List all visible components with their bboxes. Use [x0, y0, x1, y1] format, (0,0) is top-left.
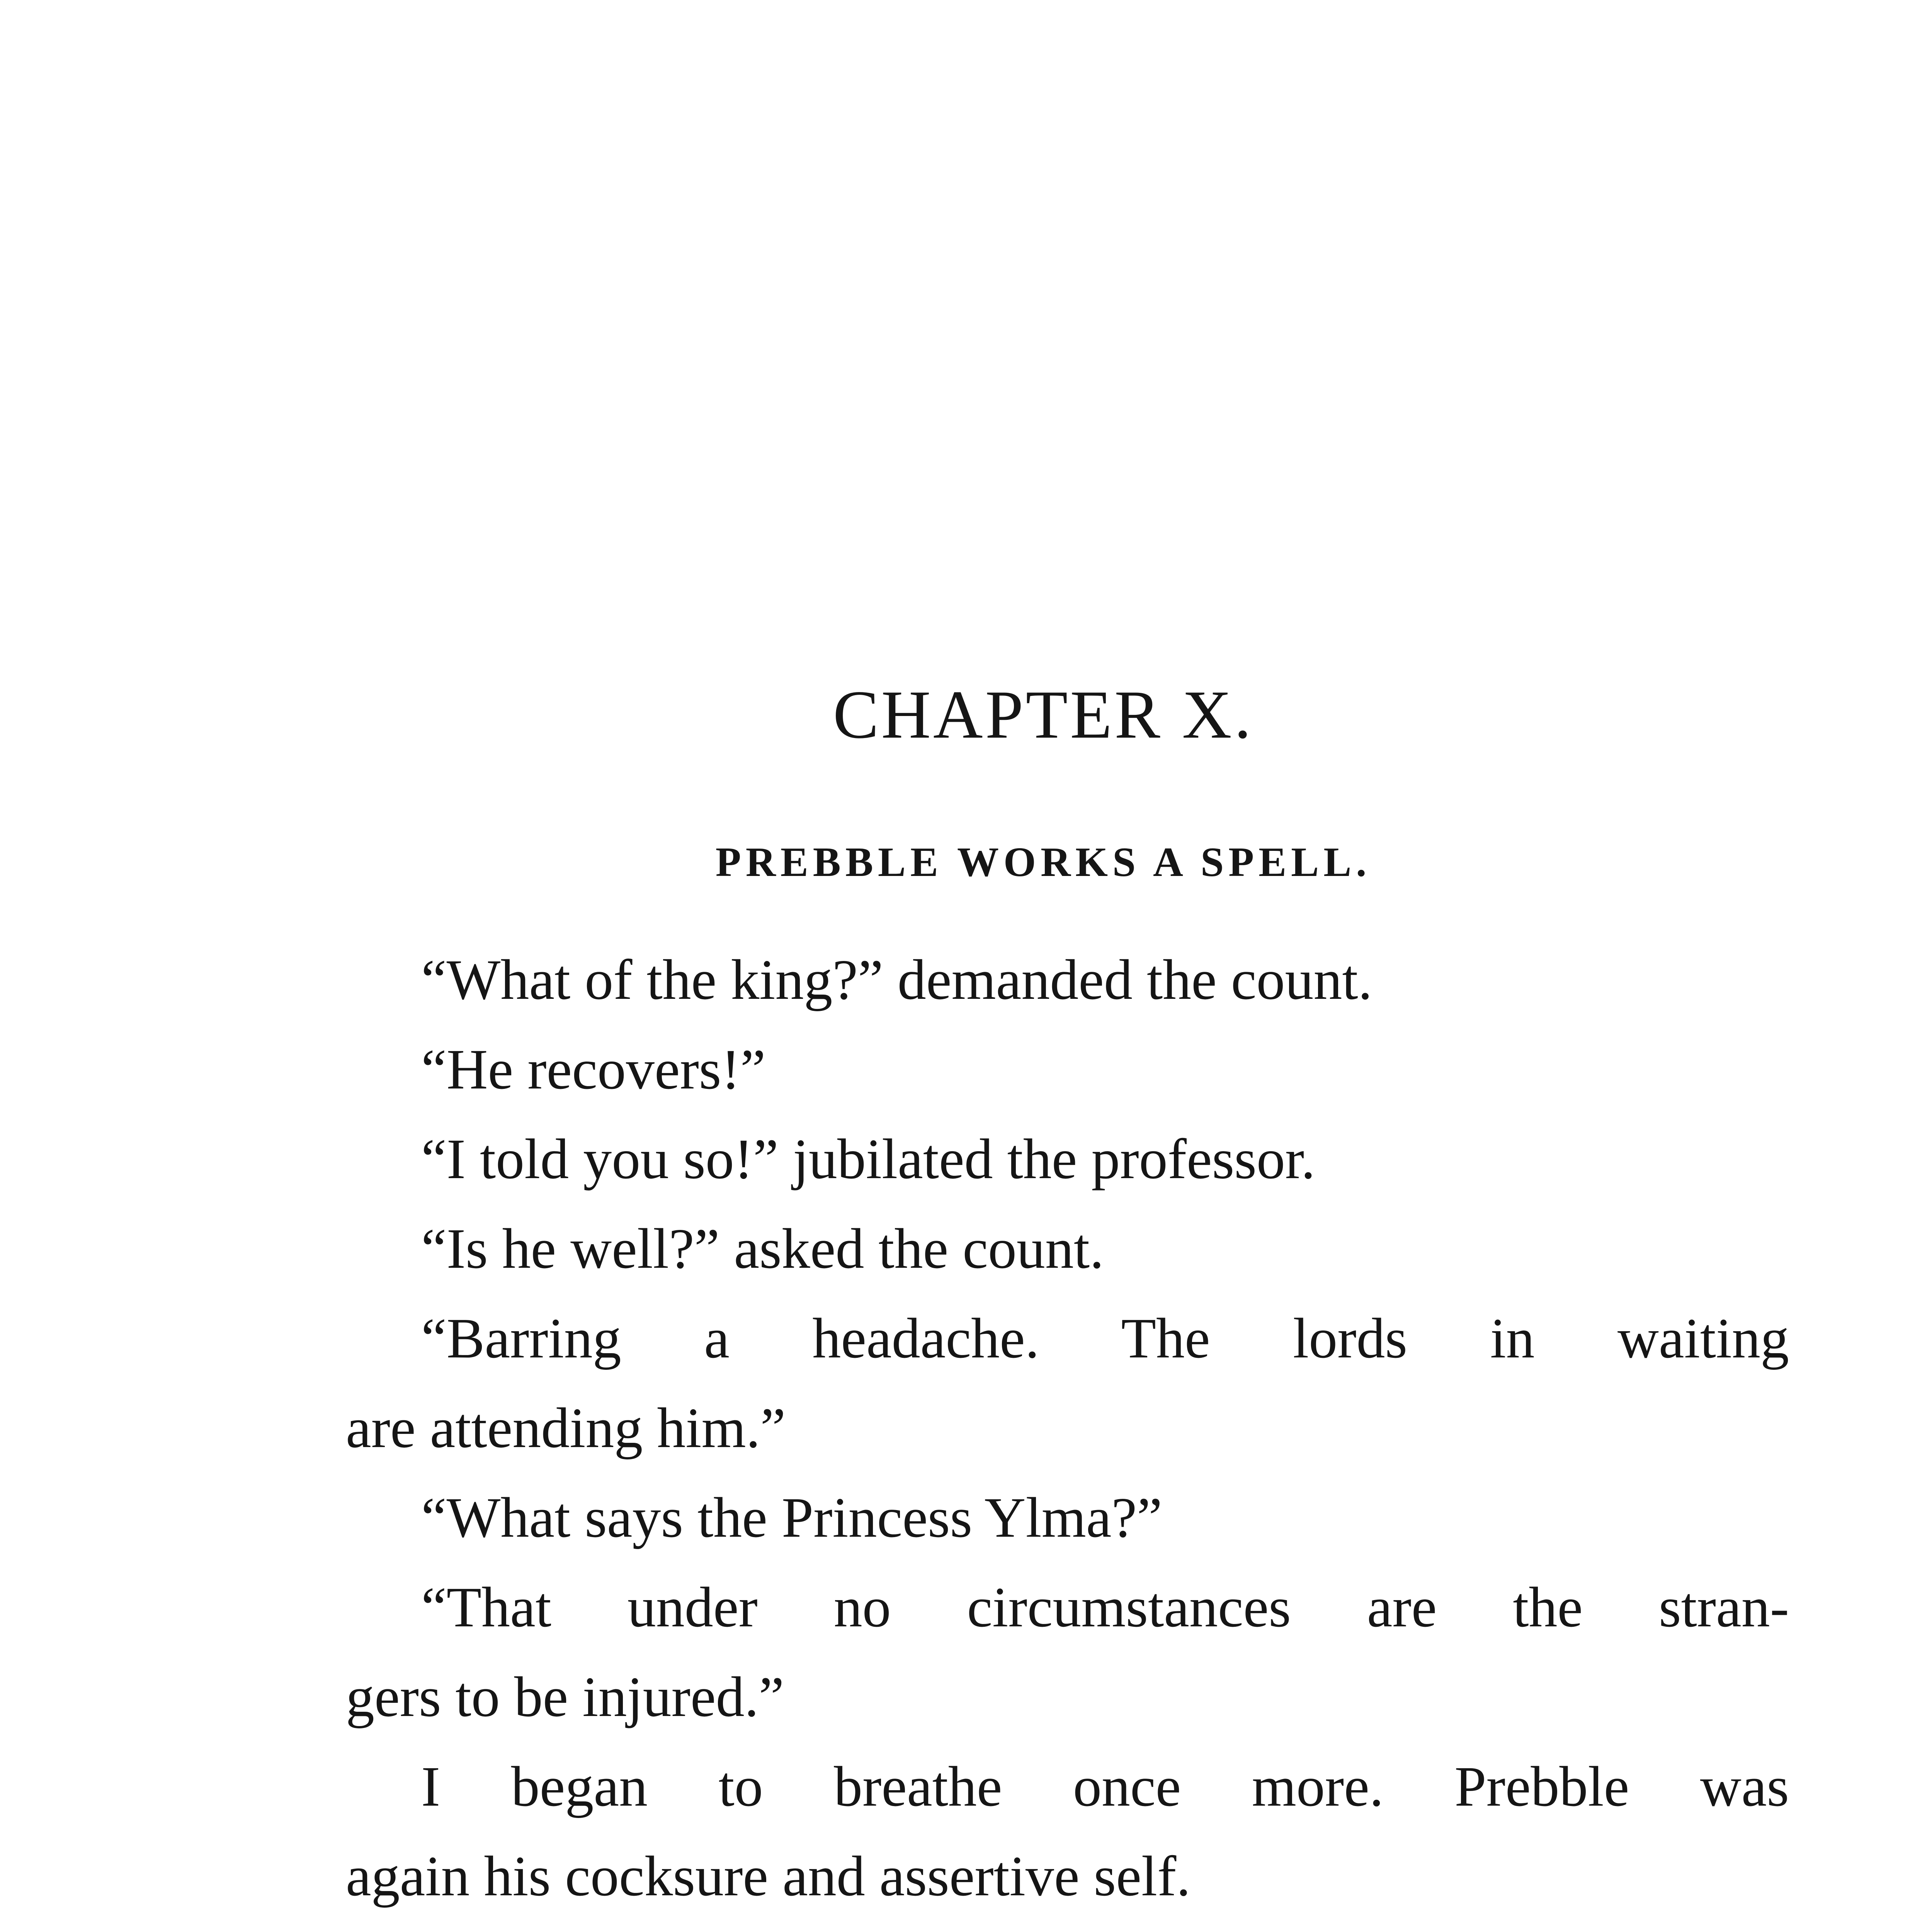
- body-text: [346, 935, 1789, 1932]
- chapter-title: CHAPTER X.: [833, 676, 1254, 753]
- text-line: “What of the king?” demanded the count.: [421, 948, 1372, 1012]
- text-line: “That under no circumstances are the stran-: [421, 1576, 1789, 1639]
- text-line: are attending him.”: [346, 1396, 786, 1460]
- text-line: “Is he well?” asked the count.: [421, 1217, 1104, 1281]
- text-line: again his cocksure and assertive self.: [346, 1845, 1191, 1908]
- chapter-subtitle: PREBBLE WORKS A SPELL.: [715, 839, 1371, 885]
- text-line: “He recovers!”: [421, 1038, 766, 1101]
- text-line: “I told you so!” jubilated the professor.: [421, 1128, 1316, 1191]
- text-line: gers to be injured.”: [346, 1665, 784, 1729]
- text-line: I began to breathe once more. Prebble was: [421, 1755, 1789, 1818]
- text-line: “Barring a headache. The lords in waiting: [421, 1307, 1789, 1370]
- text-line: [346, 1921, 1789, 1932]
- text-line: “What says the Princess Ylma?”: [421, 1486, 1162, 1549]
